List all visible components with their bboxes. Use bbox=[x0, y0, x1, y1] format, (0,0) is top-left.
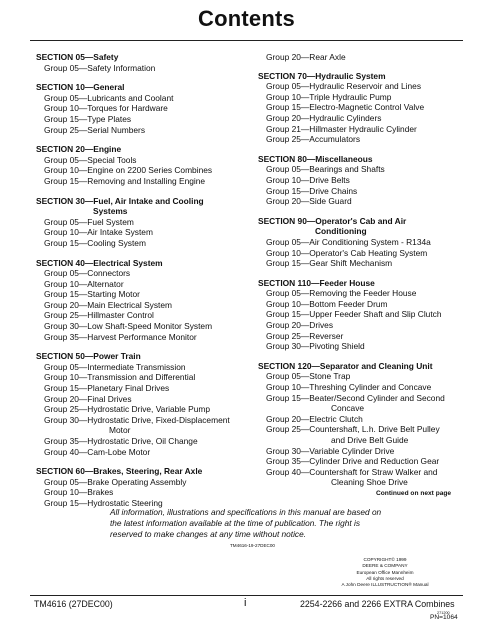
group-title-line: Group 10—Engine on 2200 Series Combines bbox=[44, 165, 213, 176]
toc-group-40-10[interactable] bbox=[36, 279, 251, 290]
toc-section-50 bbox=[36, 351, 251, 457]
copyright-block bbox=[330, 557, 440, 588]
section-title-40[interactable] bbox=[36, 258, 251, 269]
toc-group-120-20[interactable] bbox=[258, 414, 458, 425]
section-title-line: SECTION 05—Safety bbox=[36, 52, 119, 62]
toc-group-80-10[interactable] bbox=[258, 175, 458, 186]
toc-group-80-05[interactable] bbox=[258, 164, 458, 175]
copyright-line: DEERE & COMPANY bbox=[362, 563, 408, 569]
disclaimer-notice bbox=[110, 507, 400, 540]
right-column bbox=[258, 52, 458, 497]
footer-product: 2254-2266 and 2266 EXTRA Combines bbox=[300, 599, 455, 609]
footer-manual-code: TM4616 (27DEC00) bbox=[34, 599, 113, 609]
group-title-line: Group 15—Hydrostatic Steering bbox=[44, 497, 163, 508]
group-title-line: Group 05—Bearings and Shafts bbox=[266, 164, 385, 175]
group-title-line: Group 10—Triple Hydraulic Pump bbox=[266, 91, 392, 102]
toc-group-30-10[interactable] bbox=[36, 227, 251, 238]
group-title-line: Group 05—Removing the Feeder House bbox=[266, 288, 417, 299]
toc-group-40-30[interactable] bbox=[36, 321, 251, 332]
group-title-line: Group 15—Cooling System bbox=[44, 237, 146, 248]
toc-group-120-30[interactable] bbox=[258, 446, 458, 457]
toc-section-110 bbox=[258, 278, 458, 352]
section-title-line: Conditioning bbox=[315, 226, 367, 237]
footer-page-number: i bbox=[244, 597, 247, 609]
toc-group-70-20[interactable] bbox=[258, 113, 458, 124]
toc-group-70-05[interactable] bbox=[258, 81, 458, 92]
toc-section-60 bbox=[36, 466, 251, 508]
toc-group-50-35[interactable] bbox=[36, 436, 251, 447]
section-title-70[interactable] bbox=[258, 71, 458, 82]
group-title-line: Group 20—Drives bbox=[266, 320, 334, 331]
toc-section-10 bbox=[36, 82, 251, 135]
group-title-line: Group 25—Serial Numbers bbox=[44, 124, 146, 135]
section-title-line: SECTION 120—Separator and Cleaning Unit bbox=[258, 360, 433, 371]
toc-section-70 bbox=[258, 71, 458, 145]
group-title-line: Group 05—Special Tools bbox=[44, 154, 137, 165]
footer-date-code: 271200 bbox=[437, 611, 450, 615]
group-title-line: Group 20—Hydraulic Cylinders bbox=[266, 112, 382, 123]
toc-group-50-15[interactable] bbox=[36, 383, 251, 394]
group-title-line: Group 15—Planetary Final Drives bbox=[44, 383, 170, 394]
toc-group-110-05[interactable] bbox=[258, 288, 458, 299]
group-title-line: Group 15—Starting Motor bbox=[44, 289, 140, 300]
notice-line: All information, illustrations and specifications in this manual are based on bbox=[110, 507, 382, 517]
group-title-line: Group 35—Cylinder Drive and Reduction Gear bbox=[266, 456, 440, 467]
toc-group-70-10[interactable] bbox=[258, 92, 458, 103]
group-title-line: Group 15—Gear Shift Mechanism bbox=[266, 258, 393, 269]
group-title-line: Group 15—Electro-Magnetic Control Valve bbox=[266, 102, 425, 113]
section-title-50[interactable] bbox=[36, 351, 251, 362]
notice-line: the latest information available at the time of publication. The right is bbox=[110, 518, 360, 528]
footer-rule bbox=[30, 595, 463, 596]
section-title-60[interactable] bbox=[36, 466, 251, 477]
group-title-line: Group 35—Hydrostatic Drive, Oil Change bbox=[44, 436, 198, 446]
group-title-line: Group 25—Accumulators bbox=[266, 134, 361, 145]
toc-group-10-10[interactable] bbox=[36, 103, 251, 114]
toc-group-110-15[interactable] bbox=[258, 309, 458, 320]
toc-group-60-10[interactable] bbox=[36, 487, 251, 498]
toc-group-50-05[interactable] bbox=[36, 362, 251, 373]
toc-group-20-15[interactable] bbox=[36, 176, 251, 187]
toc-group-120-15[interactable] bbox=[258, 393, 458, 414]
group-title-line: Group 25—Hillmaster Control bbox=[44, 310, 154, 321]
group-title-line: Group 05—Connectors bbox=[44, 268, 131, 279]
top-rule bbox=[30, 40, 463, 41]
toc-group-120-10[interactable] bbox=[258, 382, 458, 393]
toc-group-10-05[interactable] bbox=[36, 93, 251, 104]
toc-group-120-25[interactable] bbox=[258, 424, 458, 445]
group-title-line: Group 40—Countershaft for Straw Walker and bbox=[266, 466, 438, 477]
group-title-line: Group 20—Side Guard bbox=[266, 196, 352, 207]
group-title-line: Group 15—Removing and Installing Engine bbox=[44, 175, 206, 186]
toc-group-10-15[interactable] bbox=[36, 114, 251, 125]
group-title-line: Group 30—Hydrostatic Drive, Fixed-Displacement bbox=[44, 414, 230, 425]
section-title-line: SECTION 80—Miscellaneous bbox=[258, 153, 373, 164]
section-title-line: SECTION 20—Engine bbox=[36, 144, 122, 155]
toc-section-80 bbox=[258, 154, 458, 207]
group-title-line: Group 05—Stone Trap bbox=[266, 371, 351, 382]
group-title-line: Group 05—Air Conditioning System - R134a bbox=[266, 236, 431, 247]
section-title-line: SECTION 40—Electrical System bbox=[36, 257, 163, 268]
toc-group-80-15[interactable] bbox=[258, 186, 458, 197]
group-title-line: Group 10—Bottom Feeder Drum bbox=[266, 298, 388, 309]
toc-section-05 bbox=[36, 52, 251, 73]
footer-pn: PN=1064 bbox=[430, 614, 458, 621]
toc-group-rear-axle[interactable]: Group 20—Rear Axle bbox=[266, 52, 346, 62]
group-title-line: Cleaning Shoe Drive bbox=[331, 477, 408, 488]
toc-group-80-20[interactable] bbox=[258, 196, 458, 207]
toc-group-10-25[interactable] bbox=[36, 125, 251, 136]
copyright-line: European Office Mannheim bbox=[356, 569, 414, 575]
toc-section-90 bbox=[258, 216, 458, 269]
group-title-line: Group 30—Low Shaft-Speed Monitor System bbox=[44, 321, 213, 332]
toc-group-30-15[interactable] bbox=[36, 238, 251, 249]
group-title-line: Group 40—Cam-Lobe Motor bbox=[44, 446, 151, 457]
toc-group-70-25[interactable] bbox=[258, 134, 458, 145]
section-title-line: SECTION 60—Brakes, Steering, Rear Axle bbox=[36, 466, 203, 477]
group-title-line: Group 15—Drive Chains bbox=[266, 185, 358, 196]
page-title: Contents bbox=[198, 6, 295, 31]
group-title-line: Group 10—Operator's Cab Heating System bbox=[266, 247, 428, 258]
section-title-line: SECTION 10—General bbox=[36, 82, 125, 93]
toc-group-90-15[interactable] bbox=[258, 258, 458, 269]
section-title-30[interactable] bbox=[36, 196, 251, 217]
notice-line: reserved to make changes at any time without notice. bbox=[110, 529, 307, 539]
toc-group-40-20[interactable] bbox=[36, 300, 251, 311]
group-title-line: Group 20—Final Drives bbox=[44, 393, 132, 404]
group-title-line: Group 10—Torques for Hardware bbox=[44, 103, 168, 114]
toc-section-40 bbox=[36, 258, 251, 343]
toc-group-90-10[interactable] bbox=[258, 248, 458, 259]
group-title-line: Concave bbox=[331, 403, 365, 414]
group-title-line: Group 30—Pivoting Shield bbox=[266, 341, 365, 352]
copyright-line: COPYRIGHT© 1999 bbox=[363, 557, 407, 562]
group-title-line: Group 05—Fuel System bbox=[44, 216, 134, 227]
copyright-line: All rights reserved bbox=[366, 575, 404, 581]
toc-group-50-20[interactable] bbox=[36, 394, 251, 405]
group-title-line: Group 10—Threshing Cylinder and Concave bbox=[266, 382, 432, 393]
toc-group-120-40[interactable] bbox=[258, 467, 458, 488]
group-title-line: Group 25—Hydrostatic Drive, Variable Pump bbox=[44, 404, 211, 415]
toc-group-70-15[interactable] bbox=[258, 102, 458, 113]
toc-group-110-20[interactable] bbox=[258, 320, 458, 331]
continued-note: Continued on next page bbox=[376, 490, 452, 497]
toc-group-50-40[interactable] bbox=[36, 447, 251, 458]
section-title-90[interactable] bbox=[258, 216, 458, 237]
copyright-line: A John Deere ILLUSTRUCTION® Manual bbox=[341, 582, 429, 588]
group-title-line: Group 21—Hillmaster Hydraulic Cylinder bbox=[266, 123, 417, 134]
section-title-line: SECTION 90—Operator's Cab and Air bbox=[258, 215, 407, 226]
toc-group-70-21[interactable] bbox=[258, 124, 458, 135]
group-title-line: Group 05—Lubricants and Coolant bbox=[44, 92, 174, 103]
group-title-line: Group 10—Brakes bbox=[44, 487, 114, 498]
section-title-120[interactable] bbox=[258, 361, 458, 372]
group-title-line: and Drive Belt Guide bbox=[331, 435, 409, 445]
toc-group-120-05[interactable] bbox=[258, 371, 458, 382]
tm-code: TM4616-19-27DEC00 bbox=[230, 543, 275, 548]
group-title-line: Group 35—Harvest Performance Monitor bbox=[44, 331, 197, 342]
section-title-line: SECTION 70—Hydraulic System bbox=[258, 70, 386, 81]
group-title-line: Group 10—Transmission and Differential bbox=[44, 372, 196, 383]
toc-group-90-05[interactable] bbox=[258, 237, 458, 248]
toc-group-20-10[interactable] bbox=[36, 165, 251, 176]
toc-group-60-05[interactable] bbox=[36, 477, 251, 488]
group-title-line: Group 10—Drive Belts bbox=[266, 174, 350, 185]
section-title-10[interactable] bbox=[36, 82, 251, 93]
toc-section-20 bbox=[36, 144, 251, 186]
toc-group-40-05[interactable] bbox=[36, 268, 251, 279]
group-title-line: Group 25—Reverser bbox=[266, 330, 344, 341]
group-title-line: Group 20—Main Electrical System bbox=[44, 299, 172, 310]
toc-group-50-30[interactable] bbox=[36, 415, 251, 436]
group-title-line: Group 05—Intermediate Transmission bbox=[44, 361, 186, 372]
section-title-line: SECTION 50—Power Train bbox=[36, 351, 141, 362]
toc-group-40-35[interactable] bbox=[36, 332, 251, 343]
section-title-line: SECTION 110—Feeder House bbox=[258, 277, 375, 288]
group-title-line: Group 10—Alternator bbox=[44, 278, 124, 289]
group-title-line: Group 15—Beater/Second Cylinder and Second bbox=[266, 392, 445, 403]
group-title-line: Group 25—Countershaft, L.h. Drive Belt Pulley bbox=[266, 424, 440, 435]
section-title-05[interactable] bbox=[36, 52, 251, 63]
group-title-line: Group 05—Safety Information bbox=[44, 62, 156, 73]
section-title-110[interactable] bbox=[258, 278, 458, 289]
toc-group-110-10[interactable] bbox=[258, 299, 458, 310]
toc-group-120-35[interactable] bbox=[258, 456, 458, 467]
section-title-line: Systems bbox=[93, 206, 128, 217]
section-title-20[interactable] bbox=[36, 144, 251, 155]
group-title-line: Motor bbox=[109, 425, 131, 436]
toc-section-120 bbox=[258, 361, 458, 488]
left-column bbox=[36, 52, 251, 518]
toc-section-30 bbox=[36, 196, 251, 249]
toc-group-40-25[interactable] bbox=[36, 310, 251, 321]
toc-group-20-05[interactable] bbox=[36, 155, 251, 166]
group-title-line: Group 05—Hydraulic Reservoir and Lines bbox=[266, 81, 422, 92]
section-title-80[interactable] bbox=[258, 154, 458, 165]
section-title-line: SECTION 30—Fuel, Air Intake and Cooling bbox=[36, 195, 204, 206]
toc-group-40-15[interactable] bbox=[36, 289, 251, 300]
toc-group-110-30[interactable] bbox=[258, 341, 458, 352]
group-title-line: Group 15—Type Plates bbox=[44, 113, 132, 124]
toc-group-05-05[interactable] bbox=[36, 63, 251, 74]
toc-group-30-05[interactable] bbox=[36, 217, 251, 228]
toc-group-50-10[interactable] bbox=[36, 372, 251, 383]
group-title-line: Group 30—Variable Cylinder Drive bbox=[266, 445, 395, 456]
group-title-line: Group 05—Brake Operating Assembly bbox=[44, 476, 187, 487]
toc-group-110-25[interactable] bbox=[258, 331, 458, 342]
group-title-line: Group 15—Upper Feeder Shaft and Slip Clutch bbox=[266, 309, 442, 320]
group-title-line: Group 20—Electric Clutch bbox=[266, 413, 363, 424]
toc-group-50-25[interactable] bbox=[36, 404, 251, 415]
group-title-line: Group 10—Air Intake System bbox=[44, 227, 153, 238]
